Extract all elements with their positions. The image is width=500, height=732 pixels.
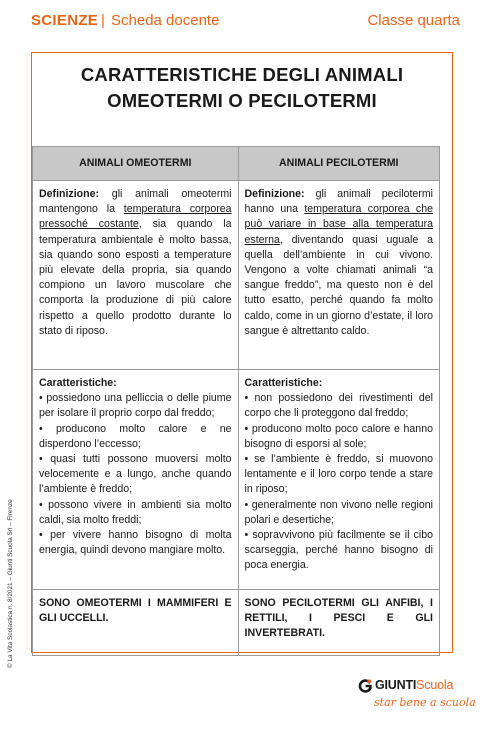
characteristics-list <box>39 391 232 558</box>
characteristics-label: Caratteristiche: <box>244 377 323 389</box>
column-header-pecilotermi: ANIMALI PECILOTERMI <box>238 147 439 181</box>
definition-label: Definizione: <box>244 188 305 200</box>
giunti-g-logo-icon <box>358 679 372 693</box>
definition-label: Definizione: <box>39 188 100 200</box>
header-separator: | <box>101 12 105 29</box>
characteristics-pecilotermi <box>238 370 439 590</box>
list-item: • se l’ambiente è freddo, si muovono lentamente e il loro corpo tende a stare in riposo; <box>244 453 433 496</box>
list-item: • producono molto calore e ne disperdono l’eccesso; <box>39 422 232 450</box>
table-header-row <box>33 147 440 181</box>
list-item: • producono molto poco calore e hanno bisogno di esporsi al sole; <box>244 422 433 450</box>
page-title <box>31 62 453 114</box>
definition-underlined-text: temperatura corporea pressoché costante <box>39 203 232 231</box>
subject-label: SCIENZE <box>31 12 99 29</box>
characteristics-label: Caratteristiche: <box>39 377 117 389</box>
list-item: • non possiedono dei rivestimenti del corpo che li proteggono dal freddo; <box>244 392 433 420</box>
definition-text: gli animali omeotermi mantengono la <box>39 188 232 216</box>
list-item: • generalmente non vivono nelle regioni polari e desertiche; <box>244 498 433 526</box>
copyright-credit: © La Vita Scolastica n. 8/2021 – Giunti Scuola Srl – Firenze <box>7 499 14 668</box>
logo-brand-suffix: Scuola <box>416 678 454 692</box>
list-item: • per vivere hanno bisogno di molta energia, quindi devono mangiare molto. <box>39 529 232 557</box>
comparison-table <box>32 146 440 656</box>
definition-text: gli animali pecilotermi hanno una <box>244 188 433 216</box>
definition-underlined-text: temperatura corporea che può variare in base alla temperatura esterna <box>244 203 433 246</box>
definition-text: , sia quando la temperatura ambientale è molto bassa, sia quando sono esposti a temperature più elevate della propria, sia quando compiono un lavoro muscolare che comporta la produzione di più calore rispetto a quello prodotto durante lo stato di riposo. <box>39 218 232 337</box>
characteristics-row <box>33 370 440 590</box>
page-header <box>0 0 500 40</box>
list-item: • possono vivere in ambienti sia molto caldi, sia molto freddi; <box>39 498 232 526</box>
list-item: • quasi tutti possono muoversi molto velocemente e a lungo, anche quando l’ambiente è freddo; <box>39 453 232 496</box>
summary-pecilotermi: SONO PECILOTERMI GLI ANFIBI, I RETTILI, I PESCI E GLI INVERTEBRATI. <box>238 590 439 656</box>
logo-tagline: star bene a scuola <box>374 696 476 709</box>
definition-pecilotermi <box>238 181 439 370</box>
grade-label: Classe quarta <box>367 12 460 29</box>
list-item: • possiedono una pelliccia o delle piume per isolare il proprio corpo dal freddo; <box>39 392 232 420</box>
giunti-scuola-logo <box>358 678 478 718</box>
title-line-2: OMEOTERMI O PECILOTERMI <box>107 90 377 111</box>
characteristics-omeotermi <box>33 370 239 590</box>
logo-brand: GIUNTI <box>375 678 417 692</box>
characteristics-list <box>245 391 433 573</box>
definition-text: , diventando quasi uguale a quella dell’ambiente in cui vivono. Vengono a volte chiamati animali “a sangue freddo”, ma questo non è del tutto esatto, perché quando fa molto caldo, come in un giorno d’estate, il loro sangue è altrettanto caldo. <box>244 233 433 337</box>
summary-omeotermi: SONO OMEOTERMI I MAMMIFERI E GLI UCCELLI. <box>33 590 239 656</box>
summary-row <box>33 590 440 656</box>
list-item: • sopravvivono più facilmente se il cibo scarseggia, perché hanno bisogno di poca energia. <box>244 529 433 572</box>
definition-omeotermi <box>33 181 239 370</box>
definition-row <box>33 181 440 370</box>
title-line-1: CARATTERISTICHE DEGLI ANIMALI <box>80 64 404 85</box>
logo-wordmark <box>375 678 453 692</box>
sheet-type-label: Scheda docente <box>111 12 220 29</box>
column-header-omeotermi: ANIMALI OMEOTERMI <box>33 147 239 181</box>
